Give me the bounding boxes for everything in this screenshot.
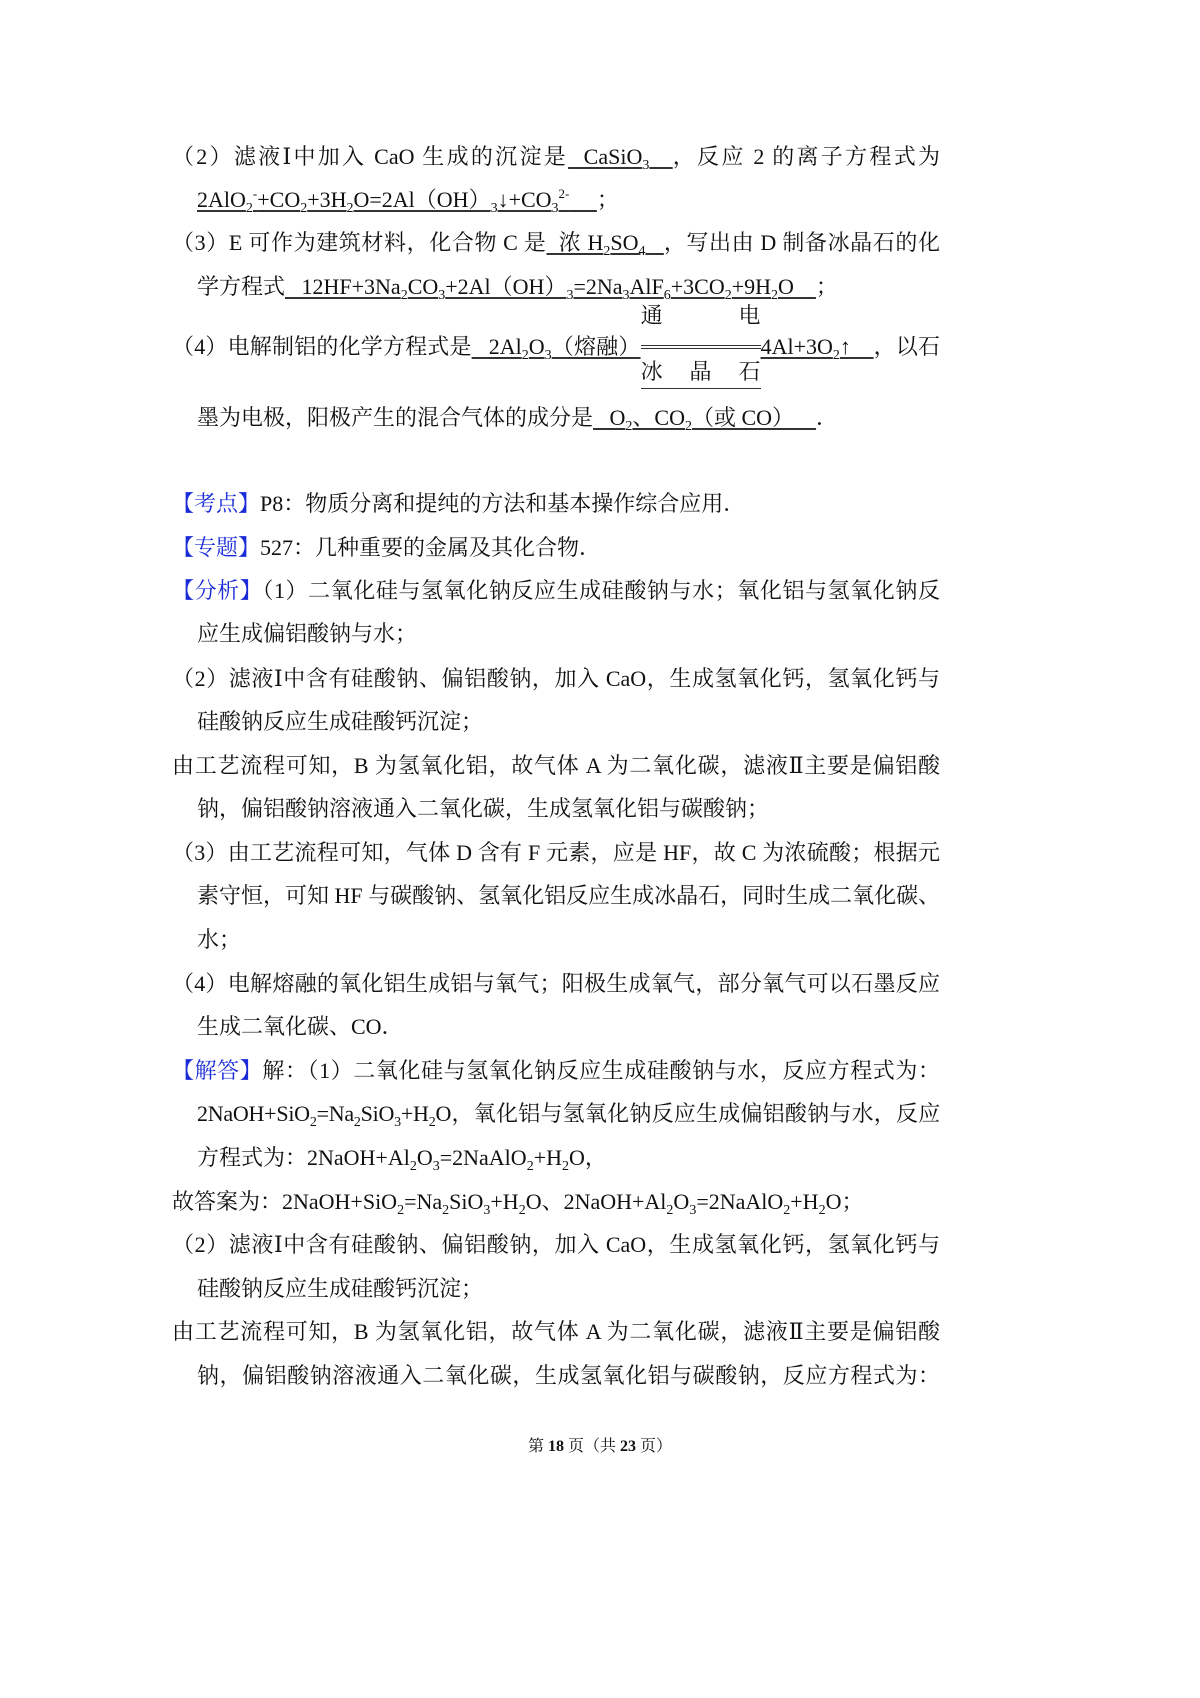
section-label: 【分析】 [172, 578, 263, 603]
subscript: 2 [684, 419, 692, 434]
text-run: 素守恒，可知 HF 与碳酸钠、氢氧化铝反应生成冰晶石，同时生成二氧化碳、 [197, 883, 941, 908]
text-line [172, 1056, 940, 1086]
subscript: 2 [832, 348, 840, 363]
subscript: 2 [771, 288, 779, 303]
text-run: 方程式为：2NaOH+Al [197, 1145, 410, 1170]
text-run: +H [790, 1189, 819, 1214]
text-run [569, 187, 597, 212]
text-run: =2NaAlO [439, 1145, 527, 1170]
footer-text: 页） [636, 1438, 673, 1455]
text-run: CaSiO [568, 144, 643, 169]
text-line [197, 881, 940, 911]
text-line [197, 185, 619, 215]
subscript: 2 [666, 1203, 674, 1218]
text-run: ↓+CO [497, 187, 552, 212]
text-run: 钠，偏铝酸钠溶液通入二氧化碳，生成氢氧化铝与碳酸钠，反应方程式为： [197, 1363, 940, 1388]
subscript: 2 [818, 1203, 826, 1218]
answer-blank [285, 274, 816, 303]
subscript: 2 [346, 201, 354, 216]
subscript: 2 [625, 419, 633, 434]
subscript: 3 [689, 1203, 697, 1218]
text-line [172, 1230, 940, 1260]
text-run: +2Al（OH） [445, 274, 567, 299]
text-run: （3）E 可作为建筑材料，化合物 C 是 [172, 230, 547, 255]
condition-above: 通电 [640, 304, 761, 329]
answer-blank [568, 144, 673, 173]
text-run: =Na [404, 1189, 443, 1214]
text-run: =2NaAlO [696, 1189, 784, 1214]
answer-blank [471, 334, 641, 363]
subscript: 2 [724, 288, 732, 303]
page-footer [0, 1433, 1200, 1456]
text-line [197, 925, 241, 955]
text-line [197, 1099, 940, 1129]
text-line [197, 619, 417, 649]
text-run [649, 144, 672, 169]
text-run: O=2Al（OH） [353, 187, 491, 212]
text-run: 钠，偏铝酸钠溶液通入二氧化碳，生成氢氧化铝与碳酸钠； [197, 796, 770, 821]
text-run: =Na [316, 1101, 354, 1126]
text-run: 2Al [471, 334, 522, 359]
text-run [646, 230, 664, 255]
subscript: 2 [428, 1115, 436, 1130]
text-run: 故答案为：2NaOH+SiO [172, 1189, 398, 1214]
superscript: - [252, 186, 258, 201]
section-label: 【解答】 [172, 1058, 263, 1083]
text-run: 2NaOH+SiO [197, 1101, 310, 1126]
subscript: 2 [526, 1159, 534, 1174]
subscript: 3 [394, 1115, 401, 1130]
subscript: 2 [400, 288, 408, 303]
subscript: 2 [309, 1115, 317, 1130]
text-line [172, 664, 940, 694]
text-run: （4）电解制铝的化学方程式是 [172, 334, 472, 359]
text-run: ； [815, 274, 838, 299]
text-run: 应生成偏铝酸钠与水； [197, 621, 418, 646]
text-run: O [673, 1189, 690, 1214]
subscript: 3 [432, 1159, 440, 1174]
subscript: 2 [783, 1203, 791, 1218]
text-run: +H [490, 1189, 519, 1214]
text-run: 墨为电极，阳极产生的混合气体的成分是 [197, 405, 594, 430]
text-run: 由工艺流程可知，B 为氢氧化铝，故气体 A 为二氧化碳，滤液Ⅱ主要是偏铝酸 [172, 753, 940, 778]
subscript: 3 [551, 201, 559, 216]
text-run: ，反应 2 的离子方程式为 [672, 144, 940, 169]
footer-text: 第 [527, 1438, 548, 1455]
text-run: +H [400, 1101, 429, 1126]
text-run: SO [610, 230, 639, 255]
text-run: 水； [197, 927, 242, 952]
subscript: 2 [521, 348, 529, 363]
text-run: O，氧化铝与氢氧化钠反应生成偏铝酸钠与水，反应 [435, 1101, 940, 1126]
text-run: ↑ [839, 334, 874, 359]
text-run: （熔融） [551, 334, 641, 359]
text-run: O [593, 405, 626, 430]
subscript: 2 [409, 1159, 417, 1174]
subscript: 2 [603, 244, 611, 259]
subscript: 3 [544, 348, 552, 363]
text-run: （1）二氧化硅与氢氧化钠反应生成硅酸钠与水；氧化铝与氢氧化钠反 [262, 578, 940, 603]
text-run: 2AlO [197, 187, 246, 212]
text-line [172, 969, 940, 999]
subscript: 2 [300, 201, 308, 216]
answer-blank [197, 186, 597, 216]
text-run: SiO [449, 1189, 484, 1214]
text-line [172, 533, 601, 563]
text-run: （3）由工艺流程可知，气体 D 含有 F 元素，应是 HF，故 C 为浓硫酸；根据元 [172, 840, 940, 865]
text-run: 浓 H [546, 230, 604, 255]
text-run: +3CO [670, 274, 725, 299]
text-line [197, 794, 769, 824]
text-run: ． [816, 405, 839, 430]
text-line [197, 272, 838, 302]
text-run: 硅酸钠反应生成硅酸钙沉淀； [197, 1276, 484, 1301]
text-run: （2）滤液Ⅰ中含有硅酸钠、偏铝酸钠，加入 CaO，生成氢氧化钙，氢氧化钙与 [172, 1232, 940, 1257]
text-line [172, 1187, 863, 1217]
subscript: 2 [518, 1203, 526, 1218]
section-label: 【专题】 [172, 535, 261, 560]
text-line [172, 142, 940, 172]
text-run: O [416, 1145, 433, 1170]
text-line [172, 576, 940, 606]
subscript: 2 [442, 1203, 450, 1218]
text-run: 527：几种重要的金属及其化合物． [260, 535, 602, 560]
text-run: ，写出由 D 制备冰晶石的化 [663, 230, 941, 255]
condition-below: 冰晶石 [641, 360, 761, 389]
reaction-condition [640, 304, 761, 385]
text-run: CO [407, 274, 439, 299]
answer-blank [760, 334, 874, 363]
subscript: 2 [561, 1159, 569, 1174]
subscript: 3 [566, 288, 574, 303]
text-run: （2）滤液Ⅰ中加入 CaO 生成的沉淀是 [172, 144, 569, 169]
text-run: +9H [731, 274, 772, 299]
current-page-number: 18 [547, 1438, 564, 1455]
text-run: ； [596, 187, 619, 212]
text-run: O [528, 334, 545, 359]
text-line [197, 1274, 483, 1304]
answer-blank [593, 405, 817, 434]
subscript: 3 [642, 158, 650, 173]
text-run: P8：物质分离和提纯的方法和基本操作综合应用． [260, 491, 746, 516]
text-run: （2）滤液Ⅰ中含有硅酸钠、偏铝酸钠，加入 CaO，生成氢氧化钙，氢氧化钙与 [172, 666, 940, 691]
text-run: 4Al+3O [760, 334, 833, 359]
text-run: 学方程式 [197, 274, 286, 299]
subscript: 3 [438, 288, 446, 303]
text-line [172, 838, 940, 868]
text-run: =2Na [573, 274, 623, 299]
text-run: （或 CO） [691, 405, 817, 430]
answer-blank [546, 230, 664, 259]
subscript: 4 [638, 244, 646, 259]
text-run: 硅酸钠反应生成硅酸钙沉淀； [197, 709, 484, 734]
text-line [172, 304, 941, 385]
text-line [172, 1317, 940, 1347]
text-run: 解：（1）二氧化硅与氢氧化钠反应生成硅酸钠与水，反应方程式为： [262, 1058, 940, 1083]
text-line [172, 489, 745, 519]
subscript: 3 [483, 1203, 491, 1218]
subscript: 3 [622, 288, 630, 303]
text-line [197, 1012, 404, 1042]
text-line [197, 707, 483, 737]
text-run: +H [533, 1145, 562, 1170]
section-label: 【考点】 [172, 491, 261, 516]
text-run: O、2NaOH+Al [525, 1189, 667, 1214]
text-line [197, 1361, 940, 1391]
text-run: O； [825, 1189, 864, 1214]
text-run: 12HF+3Na [285, 274, 401, 299]
subscript: 2 [245, 201, 253, 216]
subscript: 3 [490, 201, 498, 216]
text-line [172, 751, 940, 781]
text-run: O， [568, 1145, 607, 1170]
text-line [197, 1143, 607, 1173]
text-run: 由工艺流程可知，B 为氢氧化铝，故气体 A 为二氧化碳，滤液Ⅱ主要是偏铝酸 [172, 1319, 940, 1344]
text-run: AlF [629, 274, 664, 299]
superscript: 2- [558, 186, 570, 201]
text-run: SiO [360, 1101, 395, 1126]
text-line [197, 403, 838, 433]
text-run: 、CO [632, 405, 685, 430]
subscript: 2 [397, 1203, 405, 1218]
text-run: +CO [257, 187, 301, 212]
equals-sign [641, 345, 761, 349]
footer-text: 页（共 [563, 1438, 620, 1455]
text-run: ，以石 [873, 334, 941, 359]
text-run: +3H [307, 187, 347, 212]
text-run: （4）电解熔融的氧化铝生成铝与氧气；阳极生成氧气，部分氧气可以石墨反应 [172, 971, 940, 996]
subscript: 6 [663, 288, 671, 303]
total-pages: 23 [620, 1438, 636, 1455]
subscript: 2 [353, 1115, 361, 1130]
text-run: O [778, 274, 816, 299]
text-run: 生成二氧化碳、CO． [197, 1014, 404, 1039]
text-line [172, 228, 940, 258]
